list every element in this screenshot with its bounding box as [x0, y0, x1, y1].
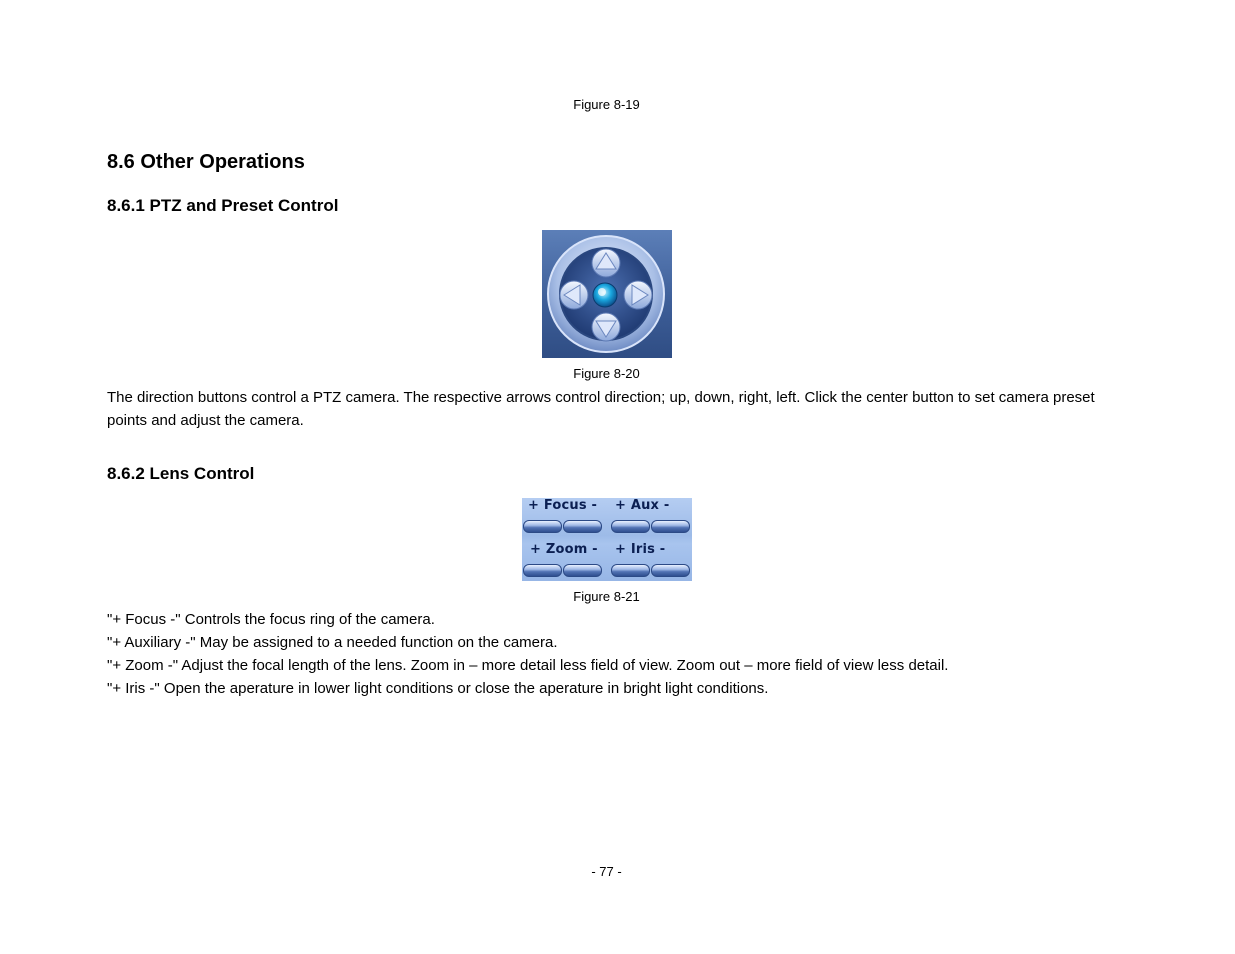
arrow-right-button[interactable]	[624, 281, 652, 309]
page-number: - 77 -	[591, 864, 622, 879]
section-heading: 8.6 Other Operations	[107, 151, 305, 173]
aux-label: + Aux -	[615, 498, 670, 513]
arrow-down-button[interactable]	[592, 313, 620, 341]
ptz-control-graphic	[542, 230, 672, 358]
lens-description-zoom: "+ Zoom -" Adjust the focal length of the lens. Zoom in – more detail less field of view. Zoom out – more field of view less detail.	[107, 657, 949, 674]
iris-label: + Iris -	[615, 542, 666, 557]
aux-plus-button[interactable]	[611, 520, 650, 533]
zoom-minus-button[interactable]	[563, 564, 602, 577]
focus-minus-button[interactable]	[563, 520, 602, 533]
ptz-control	[542, 230, 672, 358]
subsection-heading-lens: 8.6.2 Lens Control	[107, 464, 255, 483]
figure-caption-8-19: Figure 8-19	[573, 97, 640, 112]
figure-caption-8-20: Figure 8-20	[573, 366, 640, 381]
aux-minus-button[interactable]	[651, 520, 690, 533]
zoom-label: + Zoom -	[530, 542, 598, 557]
iris-minus-button[interactable]	[651, 564, 690, 577]
lens-description-aux: "+ Auxiliary -" May be assigned to a needed function on the camera.	[107, 634, 558, 651]
zoom-plus-button[interactable]	[523, 564, 562, 577]
lens-control-panel	[522, 498, 692, 581]
lens-description-iris: "+ Iris -" Open the aperature in lower light conditions or close the aperature in bright light conditions.	[107, 680, 769, 697]
iris-plus-button[interactable]	[611, 564, 650, 577]
arrow-up-button[interactable]	[592, 249, 620, 277]
focus-plus-button[interactable]	[523, 520, 562, 533]
arrow-left-button[interactable]	[560, 281, 588, 309]
figure-caption-8-21: Figure 8-21	[573, 589, 640, 604]
lens-description-focus: "+ Focus -" Controls the focus ring of the camera.	[107, 611, 435, 628]
ptz-description: The direction buttons control a PTZ camera. The respective arrows control direction; up, down, right, left. Click the center button to set camera preset points and adjust the camera.	[107, 389, 1095, 429]
subsection-heading-ptz: 8.6.1 PTZ and Preset Control	[107, 196, 339, 215]
focus-label: + Focus -	[528, 498, 598, 513]
center-preset-button[interactable]	[593, 283, 617, 307]
